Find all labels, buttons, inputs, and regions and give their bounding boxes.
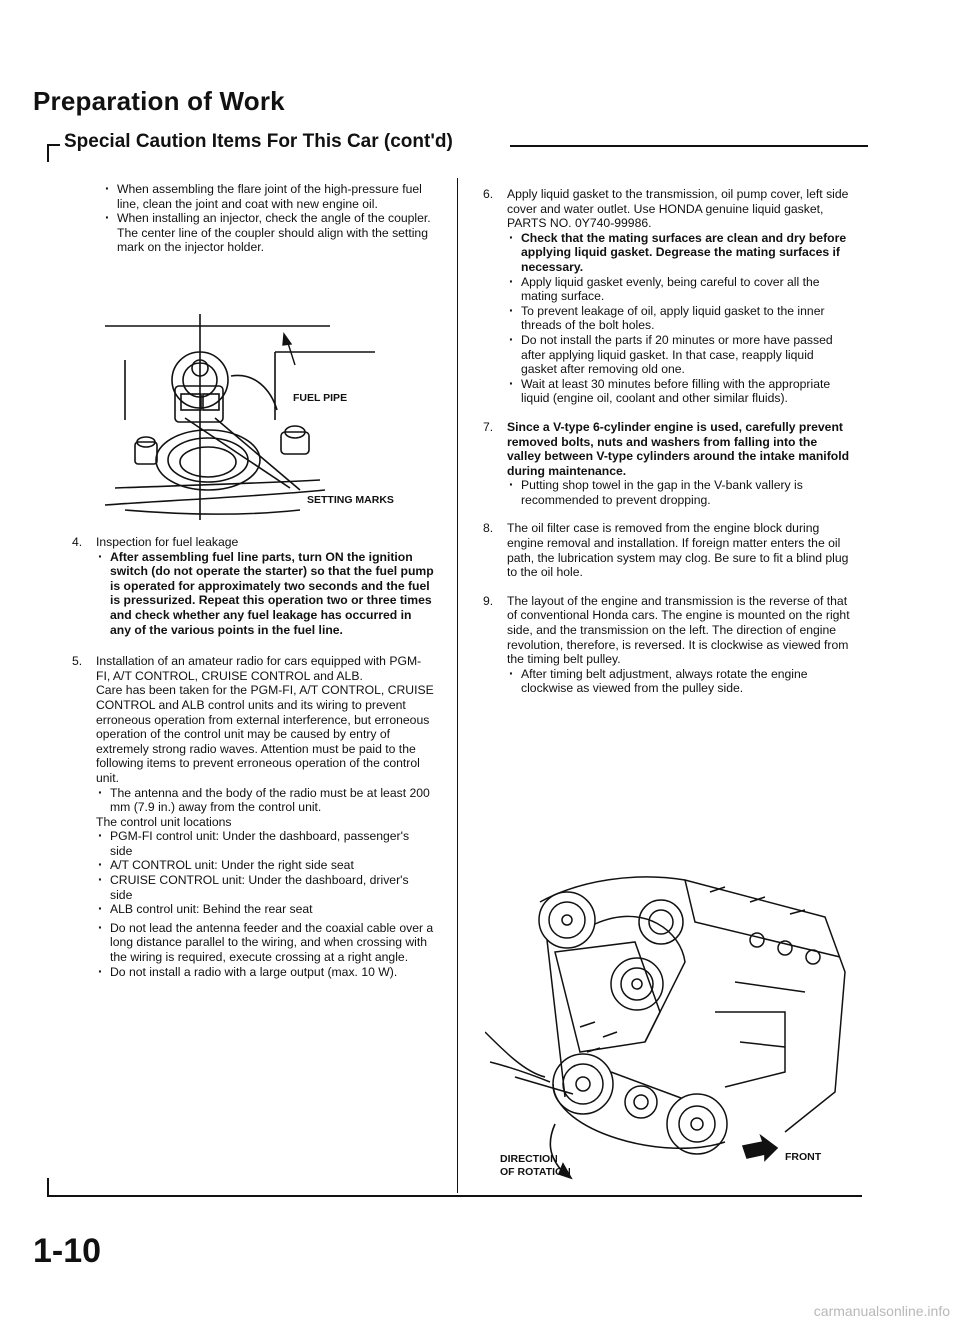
item-7-text: Since a V-type 6-cylinder engine is used, carefully prevent removed bolts, nuts and washers from falling into the valley between V-type cylinders around the intake manifold during maintenance. bbox=[507, 419, 850, 478]
direction-of-rotation-label-line1: DIRECTION bbox=[500, 1153, 558, 1165]
item-5-bullet-coaxial: · Do not lead the antenna feeder and the coaxial cable over a long distance parallel to the wiring, and when crossing with the wiring is required, execute crossing at a right angle. bbox=[96, 921, 434, 965]
item-9-bullet: · After timing belt adjustment, always rotate the engine clockwise as viewed from the pulley side. bbox=[507, 667, 851, 696]
intro-bullet-injector: · When installing an injector, check the angle of the coupler. The center line of the coupler should align with the setting mark on the injector holder. bbox=[103, 211, 433, 255]
left-intro-block bbox=[103, 182, 433, 255]
engine-rotation-figure bbox=[485, 862, 860, 1187]
item-8-text: The oil filter case is removed from the engine block during engine removal and installation. If foreign matter enters the oil path, the lubrication system may clog. Be sure to fit a blind plug to the oil hole. bbox=[507, 521, 849, 580]
section-subtitle: Special Caution Items For This Car (cont'd) bbox=[64, 131, 453, 152]
bottom-rule bbox=[47, 1195, 862, 1197]
fuel-pipe-label: FUEL PIPE bbox=[293, 392, 348, 404]
item-5 bbox=[72, 654, 434, 979]
heading-left-vertical-rule bbox=[47, 144, 49, 162]
item-9 bbox=[483, 594, 851, 696]
right-items-block bbox=[483, 187, 851, 696]
item-5-number: 5. bbox=[72, 654, 83, 669]
item-6 bbox=[483, 187, 851, 406]
page-title: Preparation of Work bbox=[33, 86, 285, 116]
item-9-number: 9. bbox=[483, 593, 494, 608]
item-7 bbox=[483, 420, 851, 508]
item-5-title: Installation of an amateur radio for cars equipped with PGM-FI, A/T CONTROL, CRUISE CONTROL and ALB. bbox=[96, 654, 422, 683]
item-6-bullet-20min: · Do not install the parts if 20 minutes or more have passed after applying liquid gasket. In that case, reapply liquid gasket after removing old one. bbox=[507, 333, 851, 377]
item-5-body: Care has been taken for the PGM-FI, A/T CONTROL, CRUISE CONTROL and ALB control units and its wiring to prevent erroneous operation from external interference, but erroneous operation of the control unit may be caused by entry of extremely strong radio waves. Attention must be paid to the following items to prevent erroneous operation of the control unit. bbox=[96, 683, 434, 785]
item-5-bullet-output: · Do not install a radio with a large output (max. 10 W). bbox=[96, 965, 434, 980]
location-pgm-fi: · PGM-FI control unit: Under the dashboard, passenger's side bbox=[96, 829, 434, 858]
left-items-block bbox=[72, 535, 434, 979]
intro-bullet-flare-joint: · When assembling the flare joint of the high-pressure fuel line, clean the joint and coat with new engine oil. bbox=[103, 182, 433, 211]
watermark: carmanualsonline.info bbox=[813, 1303, 950, 1319]
direction-of-rotation-label-line2: OF ROTATION bbox=[500, 1166, 571, 1178]
item-5-locations-title: The control unit locations bbox=[96, 814, 232, 829]
item-4-title: Inspection for fuel leakage bbox=[96, 535, 239, 549]
item-6-bullet-clean: · Check that the mating surfaces are clean and dry before applying liquid gasket. Degrease the mating surfaces if necessary. bbox=[507, 231, 851, 275]
item-4-bullet: · After assembling fuel line parts, turn ON the ignition switch (do not operate the starter) so that the fuel pump is operated for approximately two seconds and the fuel is pressurized. Repeat this operation two or three times and check whether any fuel leakage has occurred in any of the various points in the fuel line. bbox=[96, 550, 434, 638]
injector-coupler-figure bbox=[95, 310, 440, 525]
item-6-bullet-30min: · Wait at least 30 minutes before filling with the appropriate liquid (engine oil, coolant and other similar fluids). bbox=[507, 377, 851, 406]
item-8-number: 8. bbox=[483, 521, 494, 536]
item-9-text: The layout of the engine and transmission is the reverse of that of conventional Honda cars. The engine is mounted on the right side, and the transmission on the left. The direction of engine revolution, therefore, is reversed. It is clockwise as viewed from the timing belt pulley. bbox=[507, 593, 850, 667]
item-6-number: 6. bbox=[483, 187, 494, 201]
item-7-bullet: · Putting shop towel in the gap in the V-bank vallery is recommended to prevent dropping. bbox=[507, 478, 851, 507]
item-6-bullet-threads: · To prevent leakage of oil, apply liquid gasket to the inner threads of the bolt holes. bbox=[507, 304, 851, 333]
location-cruise-control: · CRUISE CONTROL unit: Under the dashboard, driver's side bbox=[96, 873, 434, 902]
item-6-bullet-evenly: · Apply liquid gasket evenly, being careful to cover all the mating surface. bbox=[507, 275, 851, 304]
item-6-text: Apply liquid gasket to the transmission, oil pump cover, left side cover and water outlet. Use HONDA genuine liquid gasket, PARTS NO. 0Y740-99986. bbox=[507, 187, 849, 231]
column-divider bbox=[457, 178, 458, 1193]
item-4-number: 4. bbox=[72, 535, 83, 549]
bottom-left-tick bbox=[47, 1178, 49, 1196]
item-8 bbox=[483, 521, 851, 579]
item-5-bullet-antenna: · The antenna and the body of the radio must be at least 200 mm (7.9 in.) away from the control unit. bbox=[96, 786, 434, 815]
location-alb: · ALB control unit: Behind the rear seat bbox=[96, 902, 434, 917]
setting-marks-label: SETTING MARKS bbox=[307, 494, 394, 506]
page-number: 1-10 bbox=[33, 1232, 102, 1270]
item-7-number: 7. bbox=[483, 419, 494, 434]
front-label: FRONT bbox=[785, 1151, 822, 1163]
location-at-control: · A/T CONTROL unit: Under the right side seat bbox=[96, 858, 434, 873]
item-4 bbox=[72, 535, 434, 637]
heading-right-rule bbox=[510, 145, 868, 147]
